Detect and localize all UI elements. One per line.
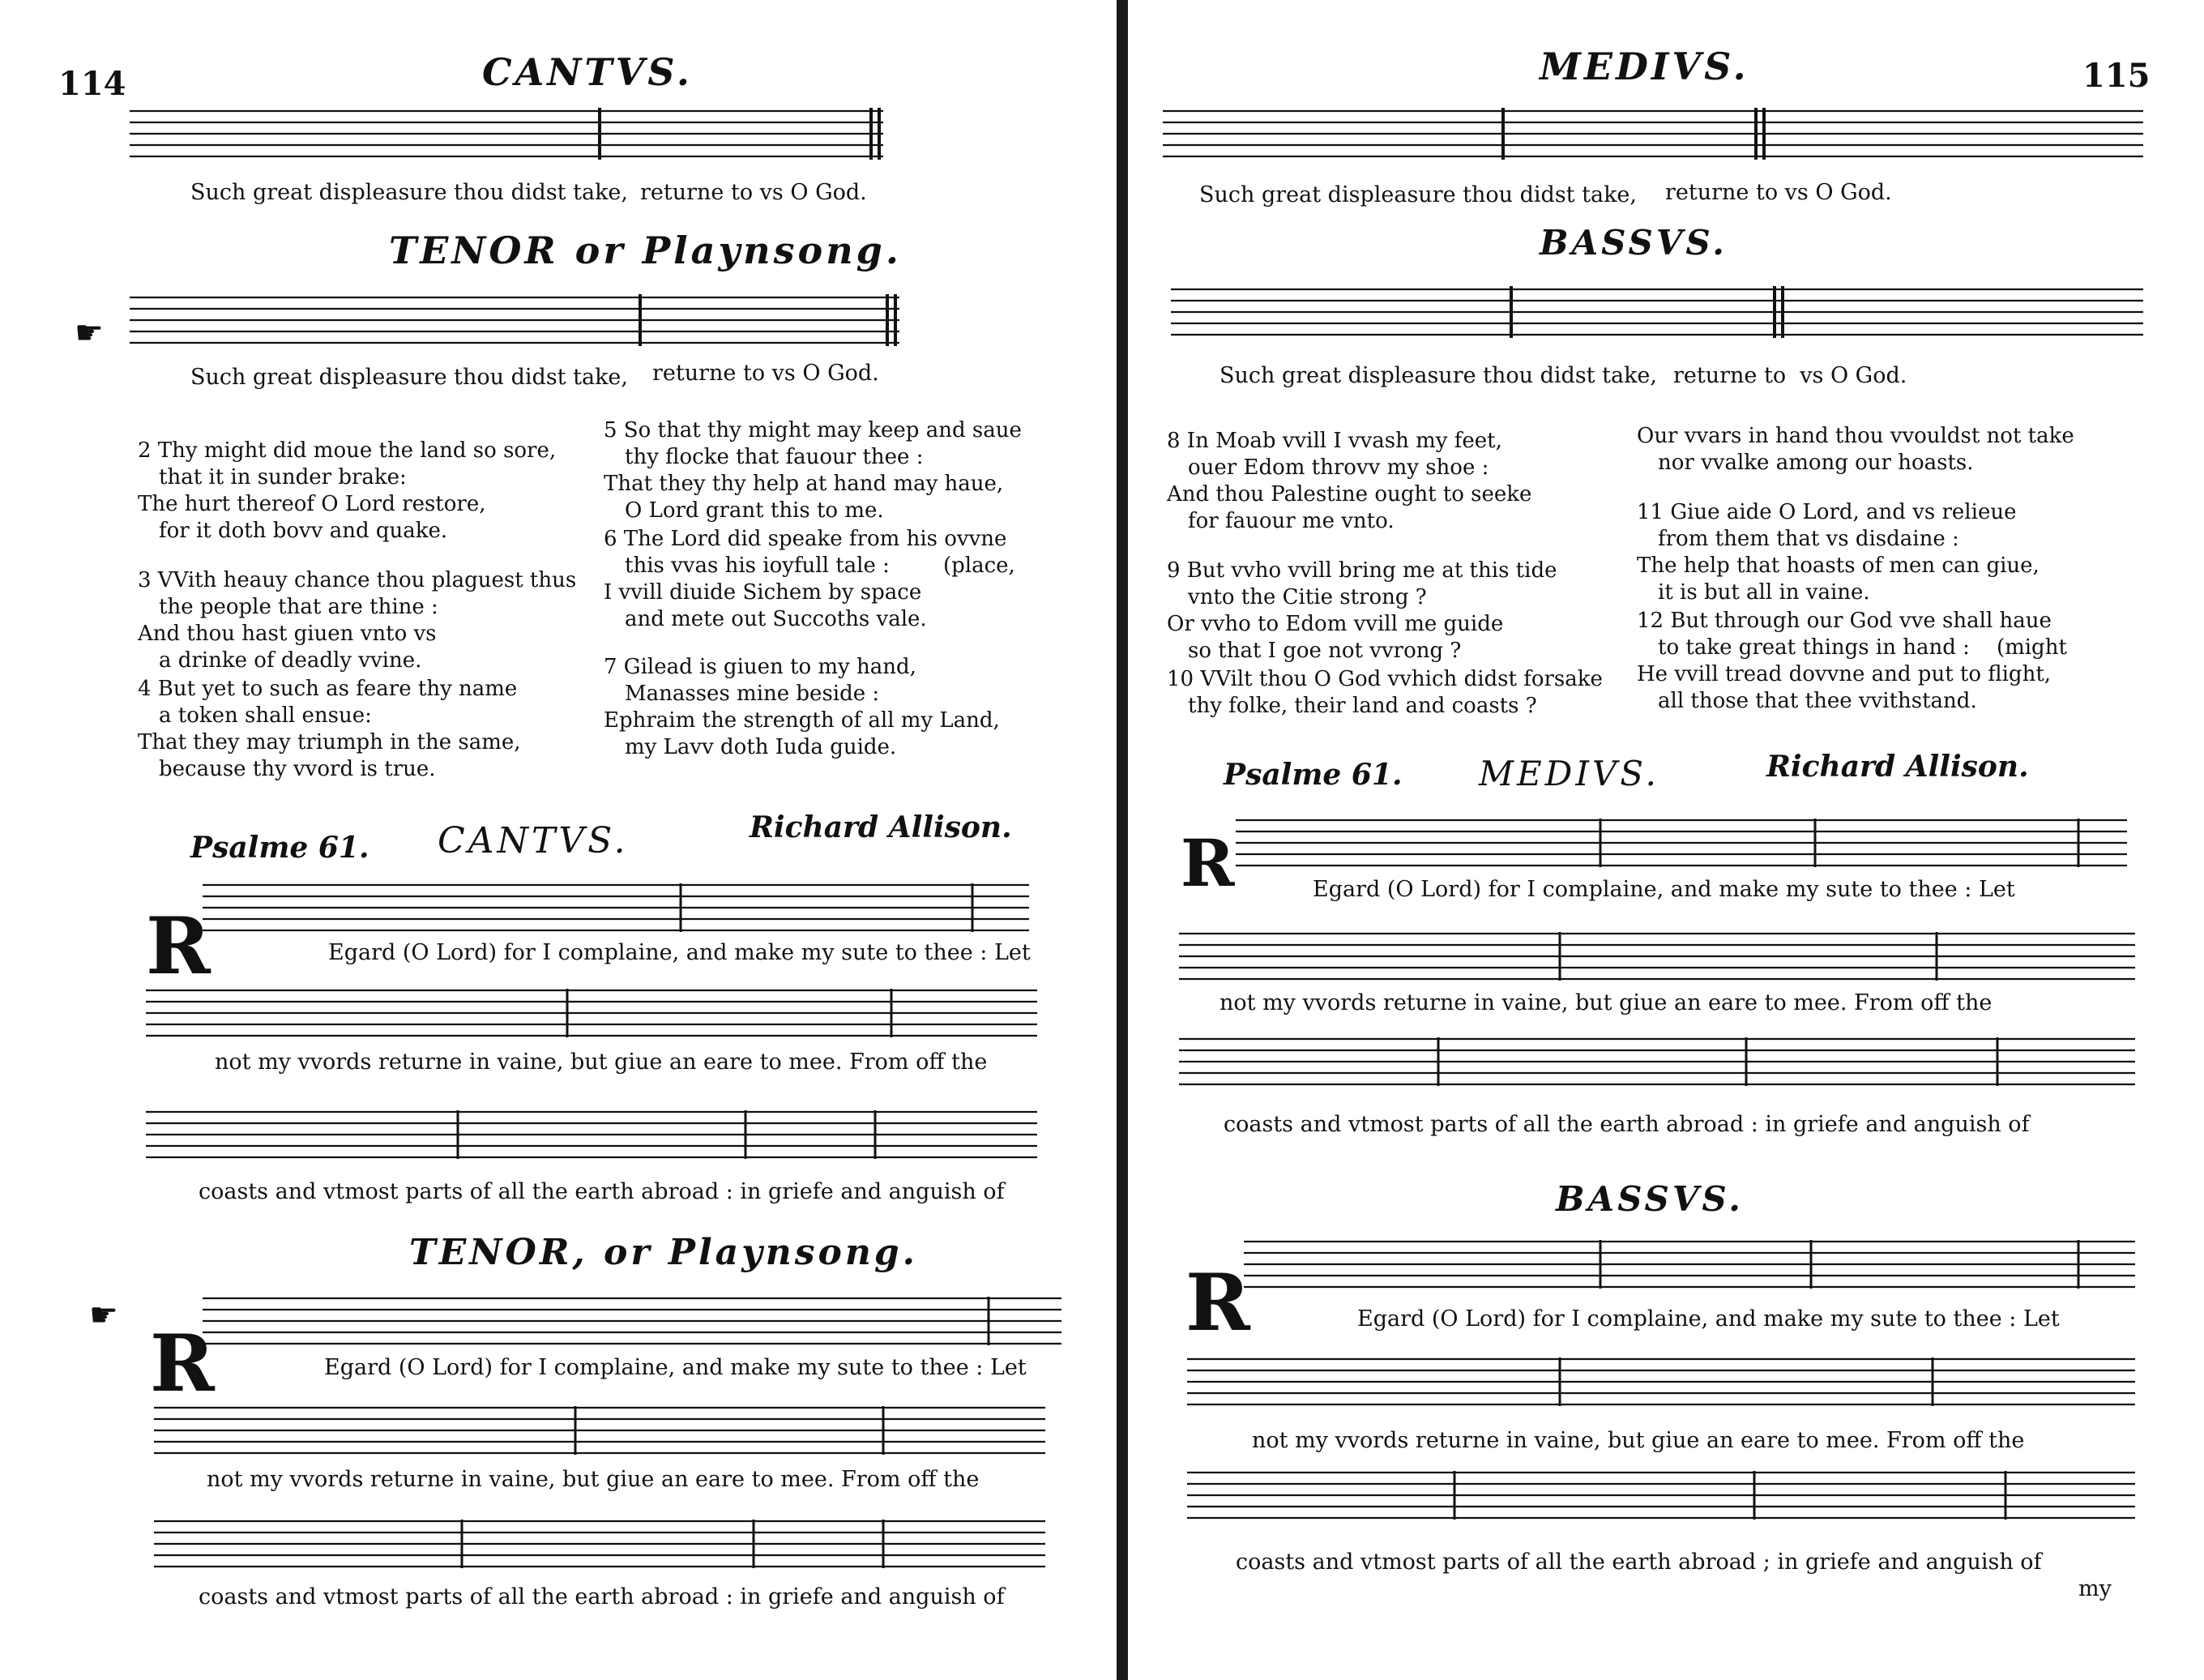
lyric-cantus-p61-1: Egard (O Lord) for I complaine, and make my sute to thee : Let — [328, 940, 1031, 965]
staff-bassus-p61-1 — [1244, 1232, 2135, 1298]
lyric-bassus-p61-1: Egard (O Lord) for I complaine, and make my sute to thee : Let — [1357, 1306, 2060, 1332]
lyric-tenor-a: Such great displeasure thou didst take, — [190, 365, 628, 390]
staff-cantus-1 — [130, 101, 883, 168]
staff-tenor-p61-3 — [154, 1511, 1045, 1578]
lyric-medius-b: returne to vs O God. — [1665, 180, 1892, 205]
part-heading-cantus: CANTVS. — [482, 50, 693, 94]
initial-r-bassus: R — [1185, 1257, 1250, 1349]
lyric-medius-a: Such great displeasure thou didst take, — [1199, 182, 1637, 207]
psalm-label-right: Psalme 61. — [1224, 758, 1403, 792]
staff-medius-p61-1 — [1236, 810, 2127, 877]
staff-medius-p61-2 — [1179, 924, 2135, 990]
staff-lines — [1171, 280, 2143, 346]
staff-lines — [1179, 1029, 2135, 1096]
lyric-medius-p61-2: not my vvords returne in vaine, but giue an eare to mee. From off the — [1219, 990, 1993, 1015]
initial-r-tenor: R — [150, 1318, 215, 1409]
staff-lines — [1244, 1232, 2135, 1298]
staff-bassus-p61-3 — [1187, 1463, 2135, 1529]
staff-lines — [146, 981, 1037, 1047]
staff-bassus-1 — [1171, 280, 2143, 346]
staff-medius-1 — [1163, 101, 2143, 168]
verse-7: 7 Gilead is giuen to my hand, Manasses mine beside : Ephraim the strength of all my Land, my Lavv doth Iuda guide. — [604, 655, 1000, 759]
psalm-part-cantus: CANTVS. — [438, 820, 629, 861]
staff-lines — [154, 1511, 1045, 1578]
composer-left: Richard Allison. — [750, 810, 1012, 844]
staff-lines — [154, 1398, 1045, 1464]
staff-lines — [1187, 1463, 2135, 1529]
psalm-label-left: Psalme 61. — [190, 831, 369, 865]
staff-lines — [1187, 1349, 2135, 1416]
verse-6: 6 The Lord did speake from his ovvne this vvas his ioyfull tale : (place, I vvill diuide Sichem by space and mete out Succoths vale. — [604, 527, 1015, 631]
staff-bassus-p61-2 — [1187, 1349, 2135, 1416]
pointing-hand-icon: ☛ — [75, 314, 104, 352]
page-number-left: 114 — [58, 65, 126, 103]
verse-12: 12 But through our God vve shall haue to take great things in hand : (might He vvill tread dovvne and put to flight, all those that thee vvithstand. — [1637, 609, 2067, 713]
initial-r-cantus: R — [146, 900, 211, 992]
verse-10-cont: Our vvars in hand thou vvouldst not take nor vvalke among our hoasts. — [1637, 424, 2074, 475]
psalm-part-medius: MEDIVS. — [1479, 754, 1659, 793]
verse-2: 2 Thy might did moue the land so sore, that it in sunder brake: The hurt thereof O Lord restore, for it doth bovv and quake. — [138, 438, 557, 543]
staff-lines — [203, 875, 1029, 942]
lyric-cantus-p61-3: coasts and vtmost parts of all the earth abroad : in griefe and anguish of — [199, 1179, 1005, 1204]
lyric-tenor-p61-2: not my vvords returne in vaine, but giue an eare to mee. From off the — [207, 1467, 980, 1492]
verse-4: 4 But yet to such as feare thy name a token shall ensue: That they may triumph in the same, because thy vvord is true. — [138, 677, 521, 781]
verses-column-2 — [604, 417, 1066, 763]
lyric-bassus-p61-2: not my vvords returne in vaine, but giue an eare to mee. From off the — [1252, 1428, 2025, 1453]
lyric-cantus-a: Such great displeasure thou didst take, — [190, 180, 628, 205]
verses-column-2-right — [1637, 423, 2139, 716]
staff-tenor-p61-1 — [203, 1289, 1061, 1355]
verses-column-1-right — [1167, 428, 1637, 721]
staff-lines — [1179, 924, 2135, 990]
part-heading-tenor: TENOR or Playnsong. — [389, 229, 902, 272]
staff-lines — [1163, 101, 2143, 168]
lyric-tenor-p61-1: Egard (O Lord) for I complaine, and make my sute to thee : Let — [324, 1355, 1027, 1380]
composer-right: Richard Allison. — [1766, 750, 2029, 784]
staff-cantus-p61-1 — [203, 875, 1029, 942]
staff-lines — [1236, 810, 2127, 877]
staff-cantus-p61-3 — [146, 1102, 1037, 1169]
lyric-medius-p61-1: Egard (O Lord) for I complaine, and make my sute to thee : Let — [1313, 877, 2015, 902]
staff-lines — [146, 1102, 1037, 1169]
right-page — [1122, 0, 2204, 1680]
page-number-right: 115 — [2082, 57, 2151, 95]
verse-9: 9 But vvho vvill bring me at this tide vnto the Citie strong ? Or vvho to Edom vvill me guide so that I goe not vvrong ? — [1167, 558, 1557, 663]
lyric-bassus-a: Such great displeasure thou didst take, — [1219, 363, 1657, 388]
verse-8: 8 In Moab vvill I vvash my feet, ouer Edom throvv my shoe : And thou Palestine ought to seeke for fauour me vnto. — [1167, 429, 1532, 533]
verse-10: 10 VVilt thou O God vvhich didst forsake thy folke, their land and coasts ? — [1167, 667, 1603, 718]
verse-11: 11 Giue aide O Lord, and vs relieue from them that vs disdaine : The help that hoasts of men can giue, it is but all in vaine. — [1637, 500, 2040, 605]
staff-lines — [130, 288, 899, 354]
lyric-bassus-b: returne to vs O God. — [1673, 363, 1907, 388]
part-heading-bassus-p61: BASSVS. — [1556, 1179, 1744, 1219]
staff-lines — [130, 101, 883, 168]
lyric-cantus-b: returne to vs O God. — [640, 180, 867, 205]
staff-lines — [203, 1289, 1061, 1355]
verse-5: 5 So that thy might may keep and saue thy flocke that fauour thee : That they thy help at hand may haue, O Lord grant this to me. — [604, 418, 1022, 523]
verses-column-1 — [138, 438, 592, 784]
staff-tenor-1 — [130, 288, 899, 354]
staff-cantus-p61-2 — [146, 981, 1037, 1047]
lyric-tenor-b: returne to vs O God. — [652, 361, 879, 386]
lyric-tenor-p61-3: coasts and vtmost parts of all the earth abroad : in griefe and anguish of — [199, 1584, 1005, 1609]
part-heading-tenor-p61: TENOR, or Playnsong. — [409, 1232, 918, 1273]
lyric-medius-p61-3: coasts and vtmost parts of all the earth abroad : in griefe and anguish of — [1224, 1112, 2030, 1137]
lyric-bassus-p61-3: coasts and vtmost parts of all the earth abroad ; in griefe and anguish of — [1236, 1550, 2042, 1575]
part-heading-medius: MEDIVS. — [1540, 45, 1749, 88]
staff-tenor-p61-2 — [154, 1398, 1045, 1464]
initial-r-medius: R — [1181, 825, 1235, 901]
verse-3: 3 VVith heauy chance thou plaguest thus the people that are thine : And thou hast giuen vnto vs a drinke of deadly vvine. — [138, 568, 577, 673]
catchword: my — [2078, 1576, 2112, 1601]
staff-medius-p61-3 — [1179, 1029, 2135, 1096]
lyric-cantus-p61-2: not my vvords returne in vaine, but giue an eare to mee. From off the — [215, 1049, 988, 1075]
pointing-hand-icon: ☛ — [89, 1297, 118, 1334]
part-heading-bassus: BASSVS. — [1540, 223, 1728, 263]
